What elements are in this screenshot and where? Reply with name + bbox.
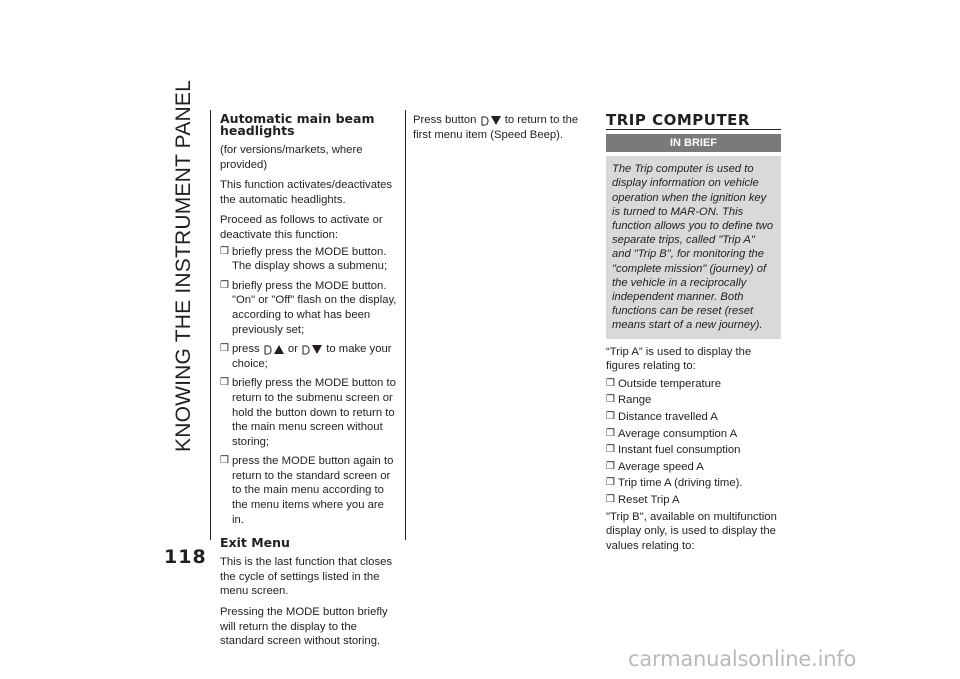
side-title (170, 80, 200, 500)
column-2 (413, 113, 593, 148)
bullet-icon: ❒ (606, 377, 615, 389)
bullet-icon: ❒ (220, 245, 229, 257)
column-1 (220, 113, 398, 655)
section-heading-exit-menu: Exit Menu (220, 535, 290, 551)
subheading: (for versions/markets, where provided) (220, 144, 363, 171)
paragraph: This function activates/deactivates the automatic headlights. (220, 179, 393, 206)
paragraph: "Trip B", available on multifunction display only, is used to display the values relating to: (606, 510, 777, 552)
bullet-icon: ❒ (220, 377, 229, 389)
list-item: ❒ Distance travelled A (606, 411, 718, 423)
bullet-icon: ❒ (220, 343, 229, 355)
column-divider-middle (405, 110, 406, 540)
in-brief-box: The Trip computer is used to display information on vehicle operation when the ignition key is turned to MAR-ON. This function allows you to define two separate trips, called "Trip A" and "Trip B", for monitoring the "complete mission" (journey) of the vehicle in a reciprocally independent manner. Both functions can be reset (reset means start of a new journey). (606, 156, 781, 338)
list-item: ❒ briefly press the MODE button. "On" or "Off" flash on the display, according to what has been previously set; (220, 279, 397, 336)
page-number: 118 (164, 546, 207, 568)
bullet-icon: ❒ (606, 394, 615, 406)
list-item: ❒ press or to make your choice; (220, 343, 392, 370)
section-heading-headlights: Automatic main beam headlights (220, 111, 375, 138)
list-item: ❒ Instant fuel consumption (606, 444, 741, 457)
list-item: ❒ briefly press the MODE button. The display shows a submenu; (220, 245, 388, 273)
watermark: carmanualsonline.info (628, 647, 857, 671)
column-3 (606, 113, 781, 559)
list-item: ❒ Reset Trip A (606, 493, 680, 506)
list-item: ❒ Average consumption A (606, 427, 738, 440)
paragraph: Press button to return to the first menu item (Speed Beep). (413, 114, 579, 141)
bullet-icon: ❒ (606, 493, 615, 505)
list-item: ❒ press the MODE button again to return to the standard screen or to the main menu according to the menu items where you are in. (220, 455, 394, 526)
list-item: ❒ Range (606, 394, 652, 407)
paragraph: “Trip A” is used to display the figures relating to: (606, 345, 752, 373)
bullet-icon: ❒ (606, 477, 615, 489)
list-item: ❒ briefly press the MODE button to return to the submenu screen or hold the button down to return to the main menu screen without storing; (220, 377, 396, 448)
paragraph: This is the last function that closes the cycle of settings listed in the menu screen. (220, 556, 393, 598)
paragraph: Pressing the MODE button briefly will return the display to the standard screen without storing. (220, 606, 388, 648)
in-brief-header: IN BRIEF (606, 134, 781, 153)
list-item: ❒ Average speed A (606, 460, 704, 473)
light-down-arrow-icon (480, 114, 502, 127)
bullet-icon: ❒ (606, 460, 615, 472)
side-title-text: KNOWING THE INSTRUMENT PANEL (172, 80, 195, 452)
bullet-icon: ❒ (220, 455, 229, 467)
section-heading-trip-computer: TRIP COMPUTER (606, 113, 781, 130)
bullet-icon: ❒ (606, 411, 615, 422)
bullet-icon: ❒ (220, 279, 229, 291)
list-item: ❒ Outside temperature (606, 377, 721, 390)
light-up-arrow-icon (263, 343, 285, 356)
list-item: ❒ Trip time A (driving time). (606, 477, 743, 490)
bullet-icon: ❒ (606, 444, 615, 456)
column-divider-left (210, 110, 211, 540)
bullet-icon: ❒ (606, 427, 615, 439)
paragraph: Proceed as follows to activate or deactivate this function: (220, 214, 383, 241)
light-down-arrow-icon (301, 343, 323, 356)
